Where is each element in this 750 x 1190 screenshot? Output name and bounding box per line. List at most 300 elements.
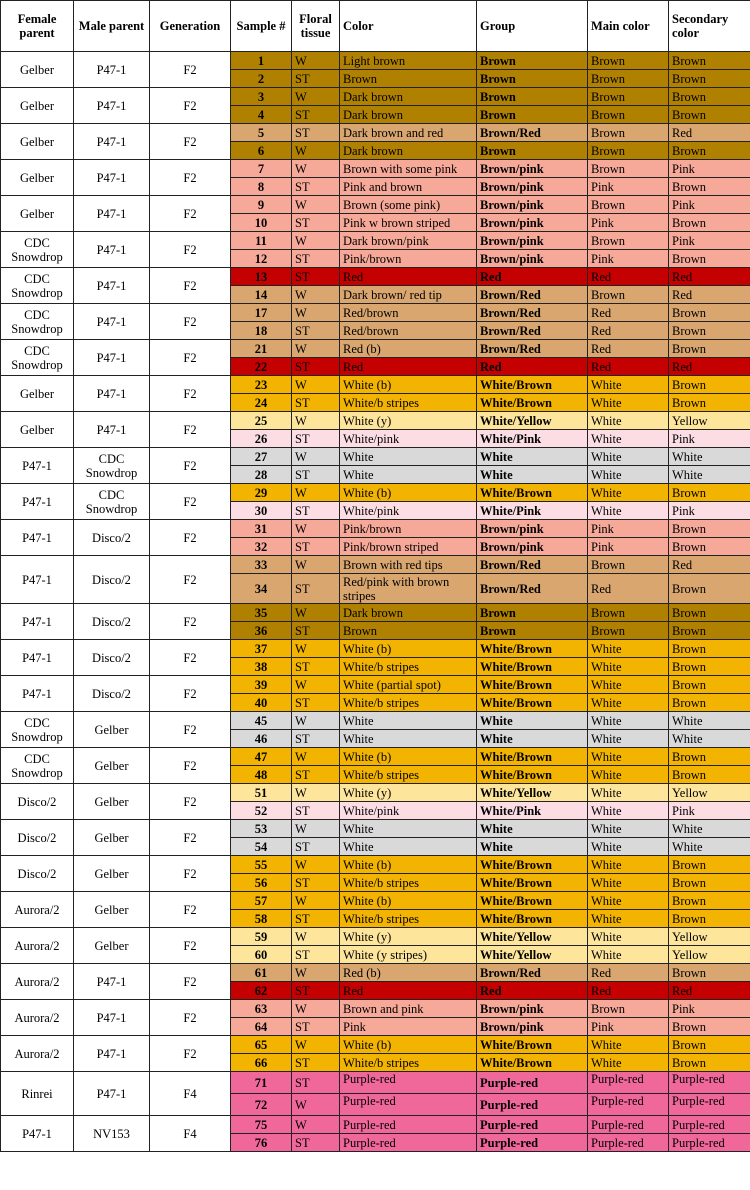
group-cell: Brown/pink (477, 196, 588, 214)
sample-number-cell: 6 (231, 142, 292, 160)
floral-tissue-cell: ST (292, 538, 340, 556)
generation-cell: F2 (150, 820, 231, 856)
secondary-color-cell: Brown (669, 574, 750, 604)
color-cell: White/b stripes (340, 658, 477, 676)
group-cell: Purple-red (477, 1072, 588, 1094)
header-row (1, 1, 750, 52)
table-row (1, 412, 750, 430)
floral-tissue-cell: ST (292, 250, 340, 268)
color-cell: Purple-red (340, 1072, 477, 1094)
sample-number-cell: 5 (231, 124, 292, 142)
main-color-cell: White (588, 838, 669, 856)
group-cell: Brown (477, 106, 588, 124)
generation-cell: F4 (150, 1116, 231, 1152)
color-cell: Red (340, 982, 477, 1000)
main-color-cell: Red (588, 322, 669, 340)
sample-number-cell: 53 (231, 820, 292, 838)
floral-tissue-cell: ST (292, 358, 340, 376)
color-cell: Red/brown (340, 304, 477, 322)
sample-number-cell: 7 (231, 160, 292, 178)
main-color-cell: Brown (588, 124, 669, 142)
group-cell: White/Brown (477, 856, 588, 874)
group-cell: White/Brown (477, 1054, 588, 1072)
secondary-color-cell: Brown (669, 874, 750, 892)
sample-number-cell: 27 (231, 448, 292, 466)
floral-tissue-cell: ST (292, 766, 340, 784)
table-row (1, 376, 750, 394)
sample-number-cell: 76 (231, 1134, 292, 1152)
generation-cell: F2 (150, 88, 231, 124)
floral-tissue-cell: ST (292, 730, 340, 748)
header-sample: Sample # (231, 1, 292, 52)
table-row (1, 1036, 750, 1054)
group-cell: White/Yellow (477, 784, 588, 802)
secondary-color-cell: Purple-red (669, 1072, 750, 1094)
sample-number-cell: 8 (231, 178, 292, 196)
floral-tissue-cell: W (292, 856, 340, 874)
table-row (1, 448, 750, 466)
color-cell: Light brown (340, 52, 477, 70)
female-parent-cell: CDC Snowdrop (1, 748, 74, 784)
female-parent-cell: P47-1 (1, 484, 74, 520)
main-color-cell: Red (588, 574, 669, 604)
floral-tissue-cell: ST (292, 946, 340, 964)
main-color-cell: Brown (588, 604, 669, 622)
main-color-cell: Purple-red (588, 1072, 669, 1094)
group-cell: Brown (477, 52, 588, 70)
main-color-cell: White (588, 856, 669, 874)
group-cell: White/Brown (477, 910, 588, 928)
female-parent-cell: Gelber (1, 52, 74, 88)
group-cell: White/Yellow (477, 946, 588, 964)
main-color-cell: White (588, 820, 669, 838)
main-color-cell: White (588, 784, 669, 802)
header-main-color: Main color (588, 1, 669, 52)
secondary-color-cell: Brown (669, 322, 750, 340)
sample-number-cell: 30 (231, 502, 292, 520)
group-cell: Brown/Red (477, 304, 588, 322)
color-cell: White/pink (340, 802, 477, 820)
secondary-color-cell: Brown (669, 694, 750, 712)
color-cell: White (340, 466, 477, 484)
generation-cell: F2 (150, 160, 231, 196)
color-cell: White (b) (340, 484, 477, 502)
floral-tissue-cell: W (292, 304, 340, 322)
male-parent-cell: CDC Snowdrop (74, 484, 150, 520)
floral-tissue-cell: W (292, 1094, 340, 1116)
main-color-cell: White (588, 448, 669, 466)
generation-cell: F2 (150, 484, 231, 520)
main-color-cell: Red (588, 964, 669, 982)
secondary-color-cell: Brown (669, 88, 750, 106)
male-parent-cell: Gelber (74, 856, 150, 892)
color-cell: White (b) (340, 856, 477, 874)
secondary-color-cell: Pink (669, 802, 750, 820)
female-parent-cell: P47-1 (1, 448, 74, 484)
male-parent-cell: Disco/2 (74, 520, 150, 556)
sample-number-cell: 32 (231, 538, 292, 556)
main-color-cell: White (588, 502, 669, 520)
female-parent-cell: Disco/2 (1, 856, 74, 892)
table-row (1, 556, 750, 574)
female-parent-cell: Aurora/2 (1, 892, 74, 928)
female-parent-cell: P47-1 (1, 676, 74, 712)
sample-number-cell: 36 (231, 622, 292, 640)
floral-tissue-cell: W (292, 52, 340, 70)
male-parent-cell: Gelber (74, 892, 150, 928)
main-color-cell: White (588, 484, 669, 502)
sample-number-cell: 62 (231, 982, 292, 1000)
secondary-color-cell: Pink (669, 1000, 750, 1018)
floral-tissue-cell: W (292, 88, 340, 106)
main-color-cell: Pink (588, 520, 669, 538)
female-parent-cell: P47-1 (1, 556, 74, 604)
color-cell: Pink/brown (340, 520, 477, 538)
color-cell: White (y) (340, 784, 477, 802)
male-parent-cell: P47-1 (74, 196, 150, 232)
color-cell: White (partial spot) (340, 676, 477, 694)
color-cell: White/b stripes (340, 394, 477, 412)
main-color-cell: White (588, 874, 669, 892)
color-cell: Dark brown/pink (340, 232, 477, 250)
male-parent-cell: Disco/2 (74, 676, 150, 712)
color-cell: Brown (340, 70, 477, 88)
secondary-color-cell: Pink (669, 232, 750, 250)
secondary-color-cell: Brown (669, 376, 750, 394)
table-row (1, 52, 750, 70)
main-color-cell: Brown (588, 88, 669, 106)
sample-number-cell: 14 (231, 286, 292, 304)
male-parent-cell: P47-1 (74, 160, 150, 196)
secondary-color-cell: Brown (669, 1036, 750, 1054)
color-cell: White (b) (340, 376, 477, 394)
color-cell: White (b) (340, 1036, 477, 1054)
sample-number-cell: 10 (231, 214, 292, 232)
sample-number-cell: 23 (231, 376, 292, 394)
floral-tissue-cell: W (292, 748, 340, 766)
floral-tissue-cell: W (292, 376, 340, 394)
floral-tissue-cell: W (292, 820, 340, 838)
group-cell: Brown (477, 88, 588, 106)
main-color-cell: White (588, 730, 669, 748)
generation-cell: F2 (150, 52, 231, 88)
male-parent-cell: CDC Snowdrop (74, 448, 150, 484)
color-cell: Purple-red (340, 1134, 477, 1152)
sample-number-cell: 54 (231, 838, 292, 856)
group-cell: Brown (477, 142, 588, 160)
male-parent-cell: P47-1 (74, 124, 150, 160)
secondary-color-cell: White (669, 820, 750, 838)
sample-number-cell: 21 (231, 340, 292, 358)
group-cell: Brown/pink (477, 1018, 588, 1036)
header-secondary-color: Secondary color (669, 1, 750, 52)
main-color-cell: White (588, 394, 669, 412)
header-male-parent: Male parent (74, 1, 150, 52)
table-row (1, 676, 750, 694)
floral-tissue-cell: W (292, 640, 340, 658)
table-row (1, 520, 750, 538)
floral-tissue-cell: W (292, 712, 340, 730)
group-cell: Brown/pink (477, 160, 588, 178)
male-parent-cell: Gelber (74, 712, 150, 748)
secondary-color-cell: Brown (669, 622, 750, 640)
sample-number-cell: 22 (231, 358, 292, 376)
color-cell: Red (b) (340, 964, 477, 982)
color-cell: Brown and pink (340, 1000, 477, 1018)
sample-number-cell: 63 (231, 1000, 292, 1018)
main-color-cell: Red (588, 340, 669, 358)
group-cell: White/Brown (477, 676, 588, 694)
female-parent-cell: Gelber (1, 88, 74, 124)
main-color-cell: Red (588, 304, 669, 322)
main-color-cell: White (588, 928, 669, 946)
female-parent-cell: CDC Snowdrop (1, 712, 74, 748)
generation-cell: F2 (150, 304, 231, 340)
color-cell: Pink/brown striped (340, 538, 477, 556)
secondary-color-cell: Red (669, 358, 750, 376)
sample-number-cell: 31 (231, 520, 292, 538)
female-parent-cell: Gelber (1, 376, 74, 412)
generation-cell: F2 (150, 1036, 231, 1072)
table-row (1, 748, 750, 766)
color-cell: Red (340, 268, 477, 286)
table-row (1, 124, 750, 142)
sample-number-cell: 45 (231, 712, 292, 730)
color-cell: White (y) (340, 412, 477, 430)
floral-tissue-cell: ST (292, 802, 340, 820)
group-cell: White/Brown (477, 658, 588, 676)
color-cell: White (b) (340, 640, 477, 658)
color-cell: Pink and brown (340, 178, 477, 196)
sample-number-cell: 46 (231, 730, 292, 748)
color-cell: Dark brown and red (340, 124, 477, 142)
floral-tissue-cell: ST (292, 910, 340, 928)
sample-number-cell: 38 (231, 658, 292, 676)
secondary-color-cell: Brown (669, 1054, 750, 1072)
header-floral-tissue: Floral tissue (292, 1, 340, 52)
group-cell: White (477, 820, 588, 838)
table-row (1, 268, 750, 286)
sample-number-cell: 60 (231, 946, 292, 964)
sample-number-cell: 37 (231, 640, 292, 658)
floral-tissue-cell: ST (292, 874, 340, 892)
floral-tissue-cell: W (292, 232, 340, 250)
main-color-cell: Brown (588, 622, 669, 640)
group-cell: White (477, 838, 588, 856)
sample-number-cell: 9 (231, 196, 292, 214)
sample-number-cell: 40 (231, 694, 292, 712)
sample-number-cell: 55 (231, 856, 292, 874)
secondary-color-cell: Brown (669, 520, 750, 538)
floral-tissue-cell: ST (292, 574, 340, 604)
main-color-cell: White (588, 910, 669, 928)
sample-number-cell: 28 (231, 466, 292, 484)
secondary-color-cell: Purple-red (669, 1134, 750, 1152)
generation-cell: F2 (150, 1000, 231, 1036)
group-cell: White/Yellow (477, 928, 588, 946)
male-parent-cell: Gelber (74, 928, 150, 964)
color-cell: White (340, 838, 477, 856)
group-cell: Brown/Red (477, 322, 588, 340)
sample-number-cell: 66 (231, 1054, 292, 1072)
sample-number-cell: 72 (231, 1094, 292, 1116)
group-cell: Purple-red (477, 1094, 588, 1116)
color-cell: Red (b) (340, 340, 477, 358)
generation-cell: F2 (150, 124, 231, 160)
floral-tissue-cell: ST (292, 430, 340, 448)
sample-number-cell: 24 (231, 394, 292, 412)
floral-tissue-cell: ST (292, 1072, 340, 1094)
table-row (1, 1116, 750, 1134)
main-color-cell: White (588, 802, 669, 820)
color-cell: Dark brown (340, 88, 477, 106)
group-cell: Brown (477, 604, 588, 622)
sample-number-cell: 34 (231, 574, 292, 604)
floral-tissue-cell: W (292, 892, 340, 910)
secondary-color-cell: Brown (669, 394, 750, 412)
secondary-color-cell: White (669, 730, 750, 748)
color-cell: White/b stripes (340, 1054, 477, 1072)
color-cell: White/b stripes (340, 694, 477, 712)
sample-number-cell: 25 (231, 412, 292, 430)
female-parent-cell: Aurora/2 (1, 928, 74, 964)
group-cell: White/Pink (477, 430, 588, 448)
group-cell: White/Brown (477, 748, 588, 766)
male-parent-cell: Disco/2 (74, 556, 150, 604)
floral-tissue-cell: ST (292, 1054, 340, 1072)
main-color-cell: White (588, 658, 669, 676)
table-row (1, 928, 750, 946)
floral-tissue-cell: ST (292, 1018, 340, 1036)
group-cell: Brown/pink (477, 178, 588, 196)
female-parent-cell: Aurora/2 (1, 1000, 74, 1036)
female-parent-cell: Disco/2 (1, 820, 74, 856)
color-cell: White/pink (340, 430, 477, 448)
main-color-cell: White (588, 640, 669, 658)
secondary-color-cell: Pink (669, 502, 750, 520)
group-cell: Brown/pink (477, 538, 588, 556)
color-cell: Red/brown (340, 322, 477, 340)
group-cell: Brown/Red (477, 556, 588, 574)
floral-tissue-cell: ST (292, 322, 340, 340)
sample-number-cell: 48 (231, 766, 292, 784)
floral-tissue-cell: ST (292, 70, 340, 88)
main-color-cell: Brown (588, 160, 669, 178)
female-parent-cell: P47-1 (1, 640, 74, 676)
table-row (1, 232, 750, 250)
sample-number-cell: 35 (231, 604, 292, 622)
floral-tissue-cell: ST (292, 502, 340, 520)
color-cell: Pink (340, 1018, 477, 1036)
sample-number-cell: 52 (231, 802, 292, 820)
floral-tissue-cell: W (292, 1036, 340, 1054)
sample-number-cell: 1 (231, 52, 292, 70)
color-cell: Brown (some pink) (340, 196, 477, 214)
floral-tissue-cell: ST (292, 214, 340, 232)
male-parent-cell: P47-1 (74, 304, 150, 340)
group-cell: White/Brown (477, 640, 588, 658)
floral-tissue-cell: W (292, 160, 340, 178)
color-cell: White/b stripes (340, 874, 477, 892)
generation-cell: F2 (150, 928, 231, 964)
generation-cell: F2 (150, 232, 231, 268)
sample-number-cell: 58 (231, 910, 292, 928)
secondary-color-cell: White (669, 838, 750, 856)
generation-cell: F2 (150, 448, 231, 484)
color-cell: White (b) (340, 892, 477, 910)
main-color-cell: Red (588, 268, 669, 286)
color-cell: Purple-red (340, 1116, 477, 1134)
main-color-cell: Red (588, 982, 669, 1000)
secondary-color-cell: Pink (669, 196, 750, 214)
generation-cell: F4 (150, 1072, 231, 1116)
group-cell: White (477, 466, 588, 484)
secondary-color-cell: Yellow (669, 784, 750, 802)
sample-number-cell: 33 (231, 556, 292, 574)
group-cell: Red (477, 358, 588, 376)
sample-number-cell: 26 (231, 430, 292, 448)
secondary-color-cell: Pink (669, 160, 750, 178)
female-parent-cell: CDC Snowdrop (1, 304, 74, 340)
group-cell: Purple-red (477, 1134, 588, 1152)
floral-tissue-cell: W (292, 604, 340, 622)
color-cell: Red (340, 358, 477, 376)
group-cell: White/Brown (477, 394, 588, 412)
female-parent-cell: Gelber (1, 160, 74, 196)
male-parent-cell: Gelber (74, 748, 150, 784)
main-color-cell: Brown (588, 286, 669, 304)
secondary-color-cell: Brown (669, 964, 750, 982)
sample-number-cell: 18 (231, 322, 292, 340)
group-cell: Brown (477, 70, 588, 88)
female-parent-cell: P47-1 (1, 604, 74, 640)
group-cell: Brown/Red (477, 124, 588, 142)
main-color-cell: White (588, 412, 669, 430)
secondary-color-cell: Brown (669, 658, 750, 676)
secondary-color-cell: Brown (669, 484, 750, 502)
color-cell: White (340, 820, 477, 838)
group-cell: Brown/Red (477, 286, 588, 304)
main-color-cell: Pink (588, 538, 669, 556)
color-cell: Dark brown (340, 142, 477, 160)
generation-cell: F2 (150, 340, 231, 376)
secondary-color-cell: Brown (669, 892, 750, 910)
table-row (1, 88, 750, 106)
male-parent-cell: Disco/2 (74, 640, 150, 676)
male-parent-cell: P47-1 (74, 232, 150, 268)
header-color: Color (340, 1, 477, 52)
secondary-color-cell: Red (669, 556, 750, 574)
table-row (1, 304, 750, 322)
table-row (1, 160, 750, 178)
main-color-cell: White (588, 466, 669, 484)
color-cell: White/b stripes (340, 910, 477, 928)
secondary-color-cell: Yellow (669, 412, 750, 430)
group-cell: Red (477, 982, 588, 1000)
table-row (1, 964, 750, 982)
floral-tissue-cell: ST (292, 838, 340, 856)
female-parent-cell: Gelber (1, 124, 74, 160)
secondary-color-cell: Brown (669, 538, 750, 556)
sample-number-cell: 29 (231, 484, 292, 502)
color-cell: White/pink (340, 502, 477, 520)
main-color-cell: White (588, 712, 669, 730)
floral-tissue-cell: ST (292, 982, 340, 1000)
main-color-cell: Brown (588, 52, 669, 70)
secondary-color-cell: Brown (669, 70, 750, 88)
secondary-color-cell: Brown (669, 766, 750, 784)
female-parent-cell: P47-1 (1, 520, 74, 556)
